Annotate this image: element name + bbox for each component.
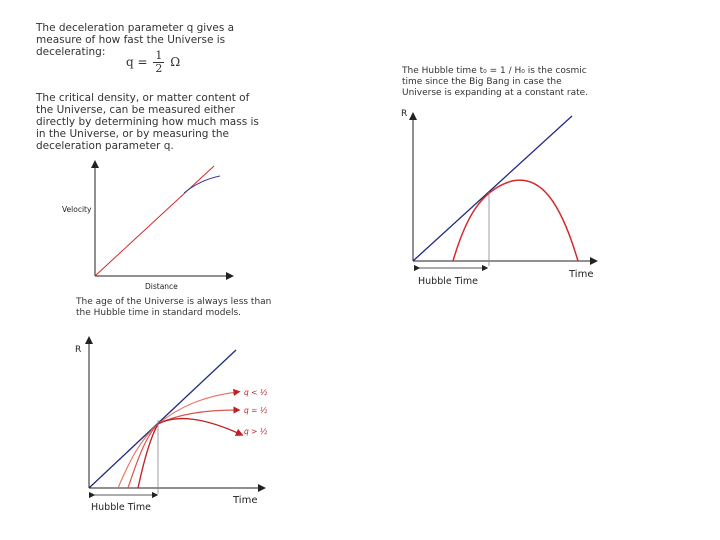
velocity-distance-diagram [62, 164, 230, 291]
curve-q-less-half [118, 392, 237, 488]
q-label-greater: q > ½ [244, 427, 268, 436]
time-label: Time [233, 495, 258, 506]
time-label: Time [569, 269, 594, 280]
hubble-collapse-diagram [401, 109, 594, 287]
formula-numerator: 1 [155, 49, 163, 62]
collapsing-universe-curve [453, 180, 578, 261]
constant-expansion-line [413, 116, 572, 261]
r-label: R [401, 109, 408, 119]
q-label-less: q < ½ [244, 388, 268, 397]
distance-label: Distance [145, 282, 178, 291]
curve-q-equal-half [128, 410, 237, 488]
hubble-time-label: Hubble Time [91, 502, 151, 513]
hubble-time-label: Hubble Time [418, 276, 478, 287]
formula-omega: Ω [170, 55, 181, 69]
constant-expansion-line [89, 350, 236, 488]
q-curves-diagram [75, 340, 268, 513]
linear-hubble-line [95, 166, 214, 276]
velocity-label: Velocity [62, 205, 92, 214]
deceleration-intro-text: The deceleration parameter q gives a measure of how fast the Universe is decelerating: [36, 22, 235, 58]
formula-lhs: q = [126, 55, 148, 69]
critical-density-text: The critical density, or matter content of the Universe, can be measured either directly by determining how much mass is in the Universe, or by measuring the deceleration parameter q. [36, 92, 259, 152]
r-label: R [75, 345, 82, 355]
q-label-equal: q = ½ [244, 406, 268, 415]
universe-age-text: The age of the Universe is always less than the Hubble time in standard models. [76, 297, 272, 318]
decelerating-curve [184, 176, 220, 193]
formula-denominator: 2 [155, 62, 163, 75]
hubble-time-definition-text: The Hubble time t₀ = 1 / H₀ is the cosmic time since the Big Bang in case the Universe is expanding at a constant rate. [402, 66, 589, 98]
